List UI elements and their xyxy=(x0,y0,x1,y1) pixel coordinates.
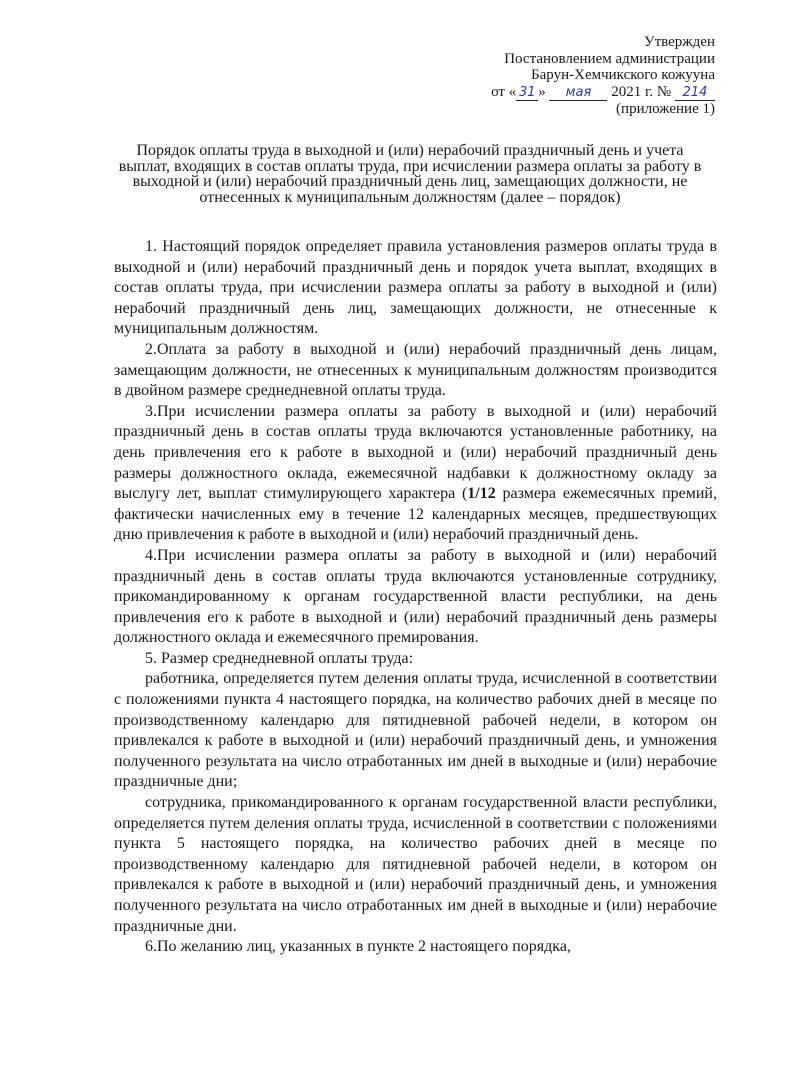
approval-line-district: Барун-Хемчикского кожууна xyxy=(531,67,715,83)
document-title: Порядок оплаты труда в выходной и (или) нерабочий праздничный день и учета выплат, входящих в состав оплаты труда, при исчислении размера оплаты за работу в выходной и (или) нерабочий праздничный день лиц, замещающих должности, не отнесенных к муниципальным должностям (далее – порядок) xyxy=(118,142,702,206)
paragraph-4: 4.При исчислении размера оплаты за работу в выходной и (или) нерабочий праздничный день в состав оплаты труда включаются установленные сотруднику, прикомандированному к органам государственной власти республики, на день привлечения его к работе в выходной и (или) нерабочий праздничный день размеры должностного оклада и ежемесячного премирования. xyxy=(114,546,717,647)
approval-line-approved: Утвержден xyxy=(643,34,715,50)
paragraph-2: 2.Оплата за работу в выходной и (или) нерабочий праздничный день лицам, замещающим должности, не отнесенных к муниципальным должностям производится в двойном размере среднедневной оплаты труда. xyxy=(114,340,717,400)
paragraph-3-part-b: размера ежемесячных премий, фактически начисленных ему в течение 12 календарных месяцев, предшествующих дню привлечения к работе в выходной и (или) нерабочий праздничный день. xyxy=(114,485,717,544)
paragraph-5-employee: сотрудника, прикомандированного к органам государственной власти республики, определяется путем деления оплаты труда, исчисленной в соответствии с положениями пункта 5 настоящего порядка, на количество рабочих дней в месяце по производственному календарю для пятидневной рабочей недели, в котором он привлекался к работе в выходной и (или) нерабочий праздничный день, и умножения полученного результата на число отработанных им дней в выходные и (или) нерабочие праздничные дни. xyxy=(114,794,717,935)
paragraph-5-worker: работника, определяется путем деления оплаты труда, исчисленной в соответствии с положениями пункта 4 настоящего порядка, на количество рабочих дней в месяце по производственному календарю для пятидневной рабочей недели, в котором он привлекался к работе в выходной и (или) нерабочий праздничный день, и умножения полученного результата на число отработанных им дней в выходные и (или) нерабочие праздничные дни; xyxy=(114,670,717,791)
approval-line-date xyxy=(395,84,715,101)
handwritten-month: мая xyxy=(549,86,607,101)
document-body xyxy=(114,237,717,958)
approval-stamp-block xyxy=(395,34,715,117)
paragraph-3 xyxy=(114,402,717,546)
date-suffix: 2021 г. № xyxy=(611,83,672,100)
date-mid: » xyxy=(538,83,546,100)
paragraph-5: 5. Размер среднедневной оплаты труда: xyxy=(145,649,414,667)
paragraph-3-part-a: 3.При исчислении размера оплаты за работу в выходной и (или) нерабочий праздничный день в состав оплаты труда включаются установленные работнику, на день привлечения его к работе в выходной и (или) нерабочий праздничный день размеры должностного оклада, ежемесячной надбавки к должностному окладу за выслугу лет, выплат стимулирующего характера ( xyxy=(114,402,717,503)
approval-line-resolution: Постановлением администрации xyxy=(504,50,715,67)
paragraph-6: 6.По желанию лиц, указанных в пункте 2 настоящего порядка, xyxy=(145,938,571,956)
approval-line-attachment: (приложение 1) xyxy=(616,100,715,117)
date-prefix: от « xyxy=(491,83,517,100)
handwritten-day: 31 xyxy=(516,86,538,101)
paragraph-3-fraction: 1/12 xyxy=(467,485,496,503)
handwritten-number: 214 xyxy=(675,86,715,101)
paragraph-1: 1. Настоящий порядок определяет правила установления размеров оплаты труда в выходной и (или) нерабочий праздничный день и порядок учета выплат, входящих в состав оплаты труда, при исчислении размера оплаты за работу в выходной и (или) нерабочий праздничный день лиц, замещающих должности, не отнесенные к муниципальным должностям. xyxy=(114,238,717,338)
